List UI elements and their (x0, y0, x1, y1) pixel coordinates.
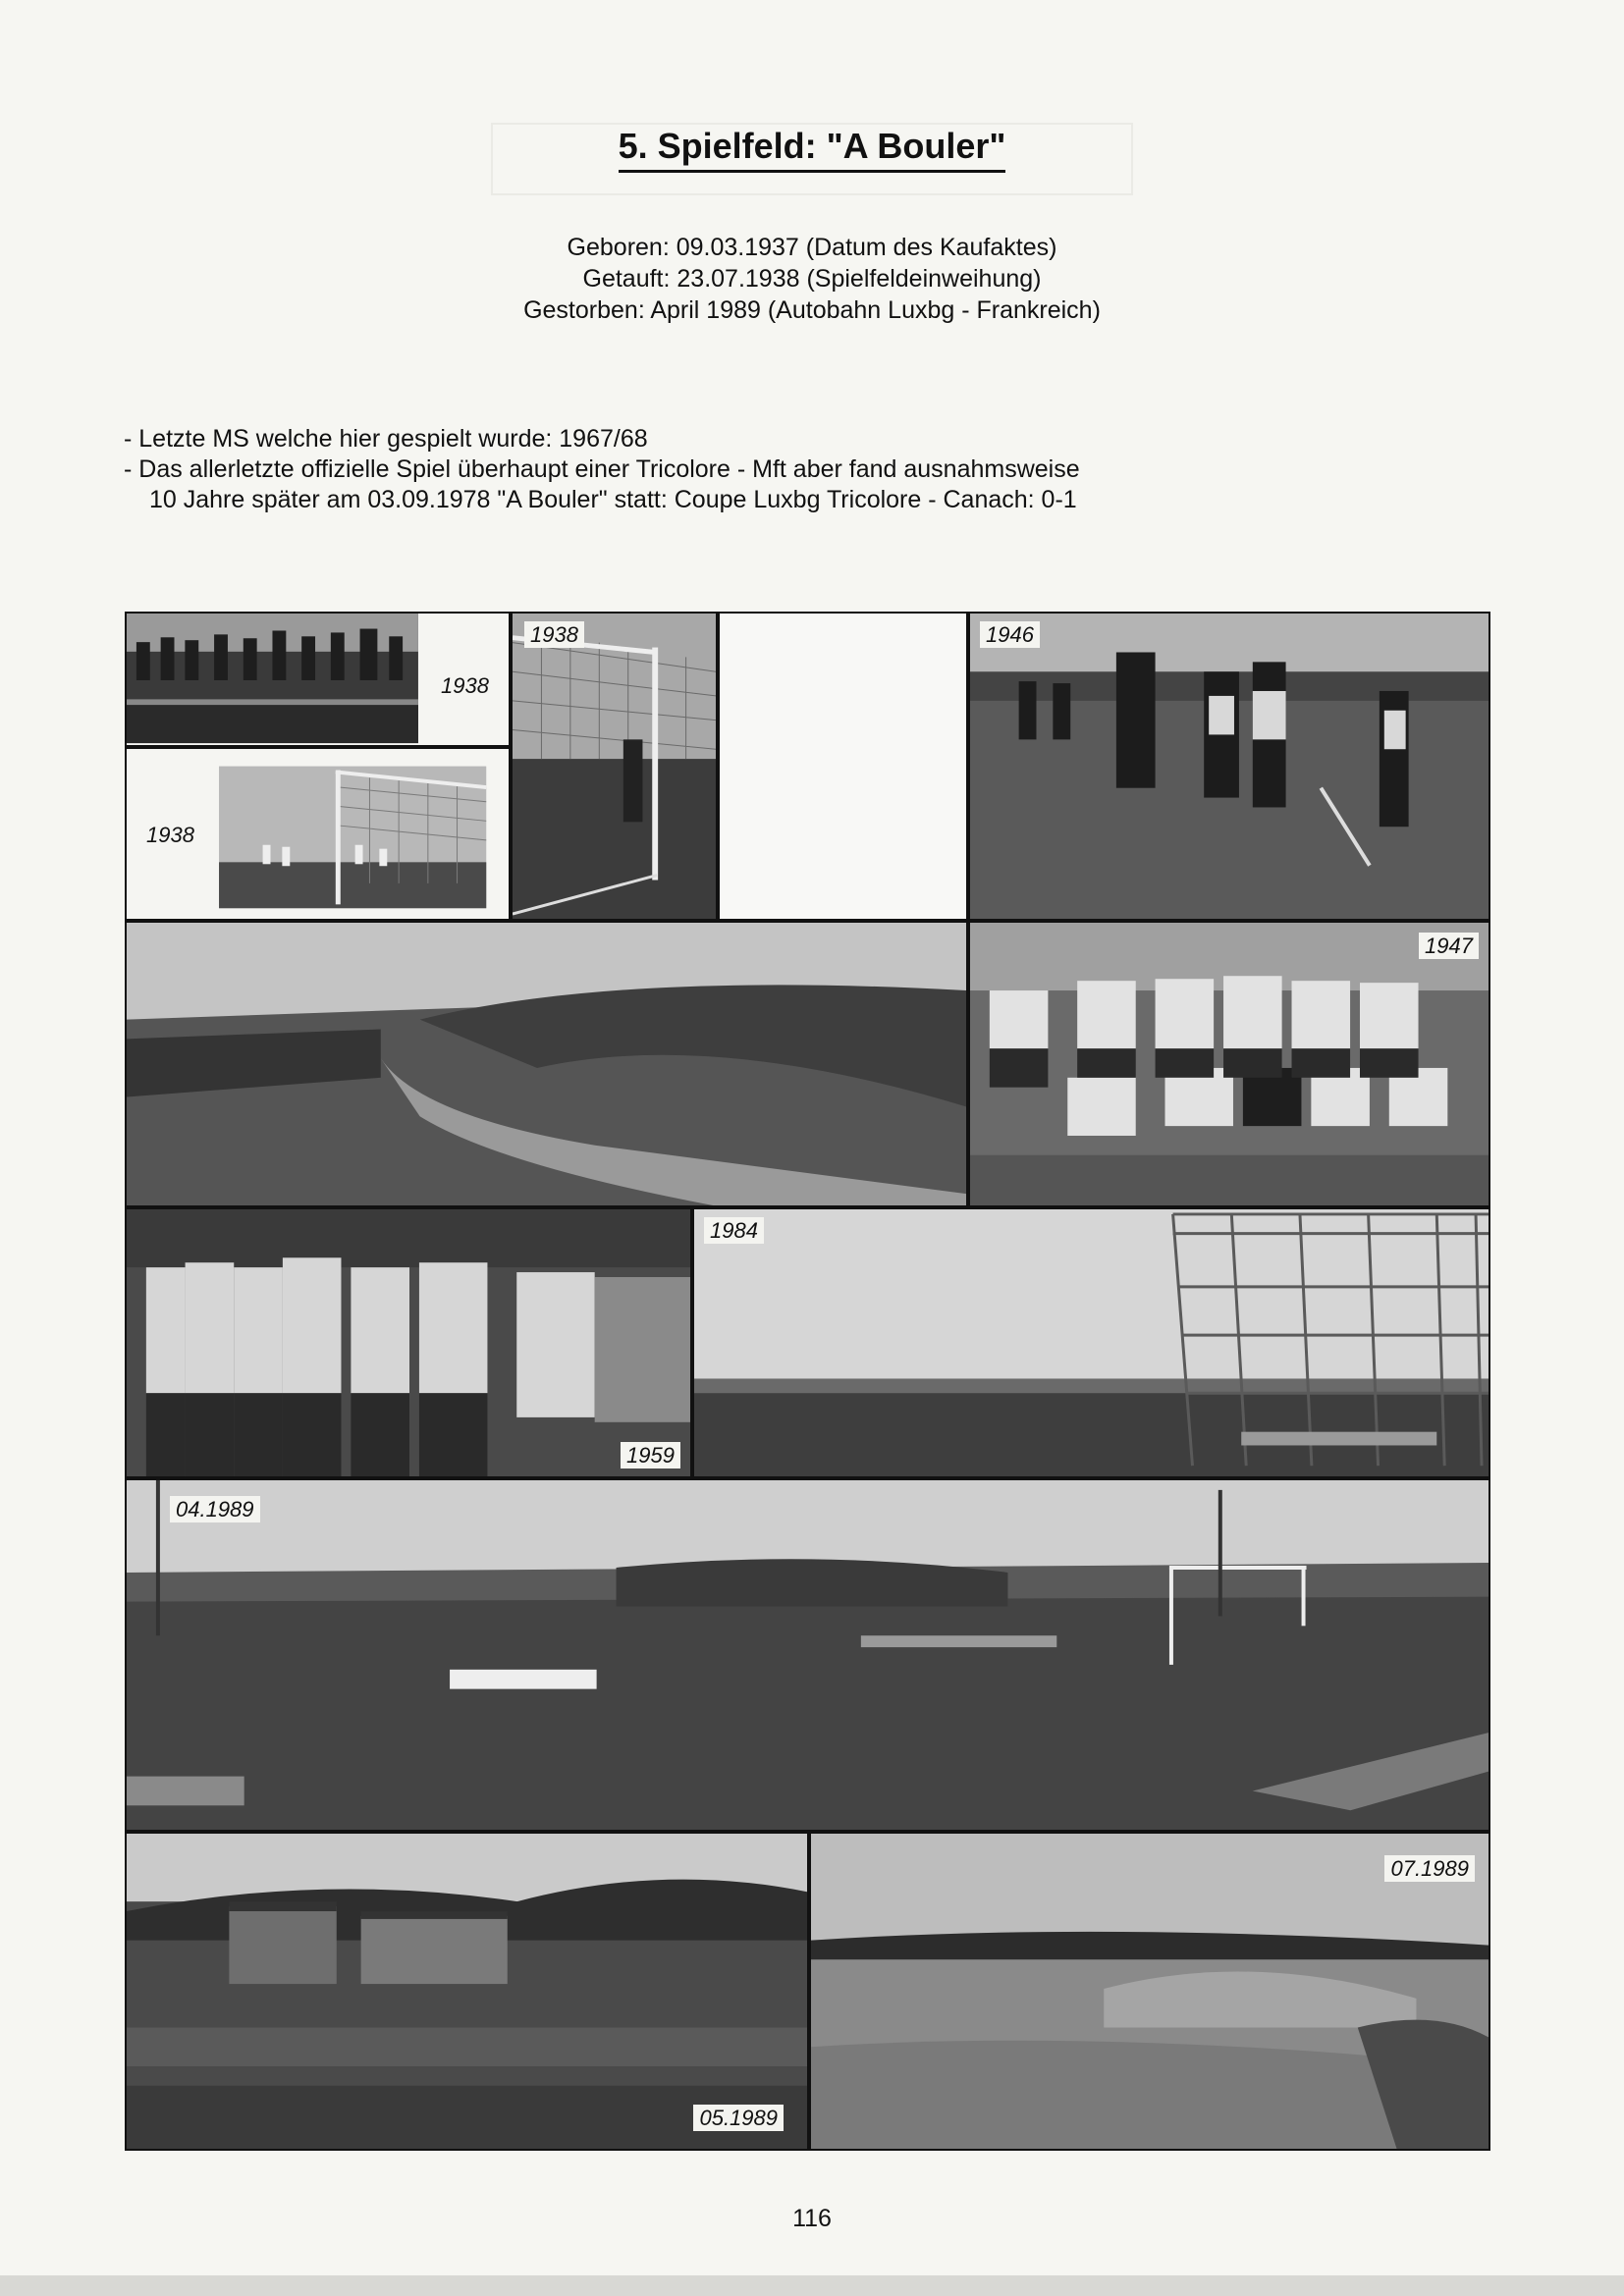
photo-lineup-1959 (125, 1207, 692, 1478)
fact-died: Gestorben: April 1989 (Autobahn Luxbg - Frankreich) (523, 296, 1101, 324)
notes (124, 424, 1498, 515)
photo-label: 1938 (441, 673, 489, 698)
photo-goal-wide-1938 (125, 747, 511, 921)
blank-frame (718, 612, 968, 921)
field-facts (0, 232, 1624, 326)
photo-sheds-05-1989 (125, 1832, 809, 2151)
scan-bottom-edge (0, 2275, 1624, 2296)
photo-label: 07.1989 (1384, 1855, 1475, 1882)
photo-label: 1938 (524, 621, 584, 648)
photo-goalkeeper-1938 (511, 612, 718, 921)
fact-inaugurated: Getauft: 23.07.1938 (Spielfeldeinweihung) (582, 265, 1042, 293)
photo-field-04-1989 (125, 1478, 1490, 1832)
photo-label: 05.1989 (693, 2105, 784, 2131)
note-final-game: - Das allerletzte offizielle Spiel überhaupt einer Tricolore - Mft aber fand ausnahmsweise (124, 455, 1080, 483)
note-last-match: - Letzte MS welche hier gespielt wurde: 1967/68 (124, 425, 648, 453)
photo-path-landscape (125, 921, 968, 1207)
photo-crowd-1938 (125, 612, 511, 747)
photo-label: 1946 (980, 621, 1040, 648)
photo-team-1947 (968, 921, 1490, 1207)
note-final-game-cont: 10 Jahre später am 03.09.1978 "A Bouler" statt: Coupe Luxbg Tricolore - Canach: 0-1 (149, 486, 1077, 513)
photo-site-07-1989 (809, 1832, 1490, 2151)
photo-label: 1947 (1419, 933, 1479, 959)
page-number: 116 (792, 2205, 832, 2232)
photo-label: 1959 (621, 1442, 680, 1468)
photo-label: 04.1989 (170, 1496, 260, 1522)
fact-born: Geboren: 09.03.1937 (Datum des Kaufaktes) (567, 234, 1057, 261)
photo-label: 1938 (146, 823, 194, 847)
photo-players-1946 (968, 612, 1490, 921)
page-title: 5. Spielfeld: "A Bouler" (0, 126, 1624, 167)
photo-label: 1984 (704, 1217, 764, 1244)
photo-field-1984 (692, 1207, 1490, 1478)
